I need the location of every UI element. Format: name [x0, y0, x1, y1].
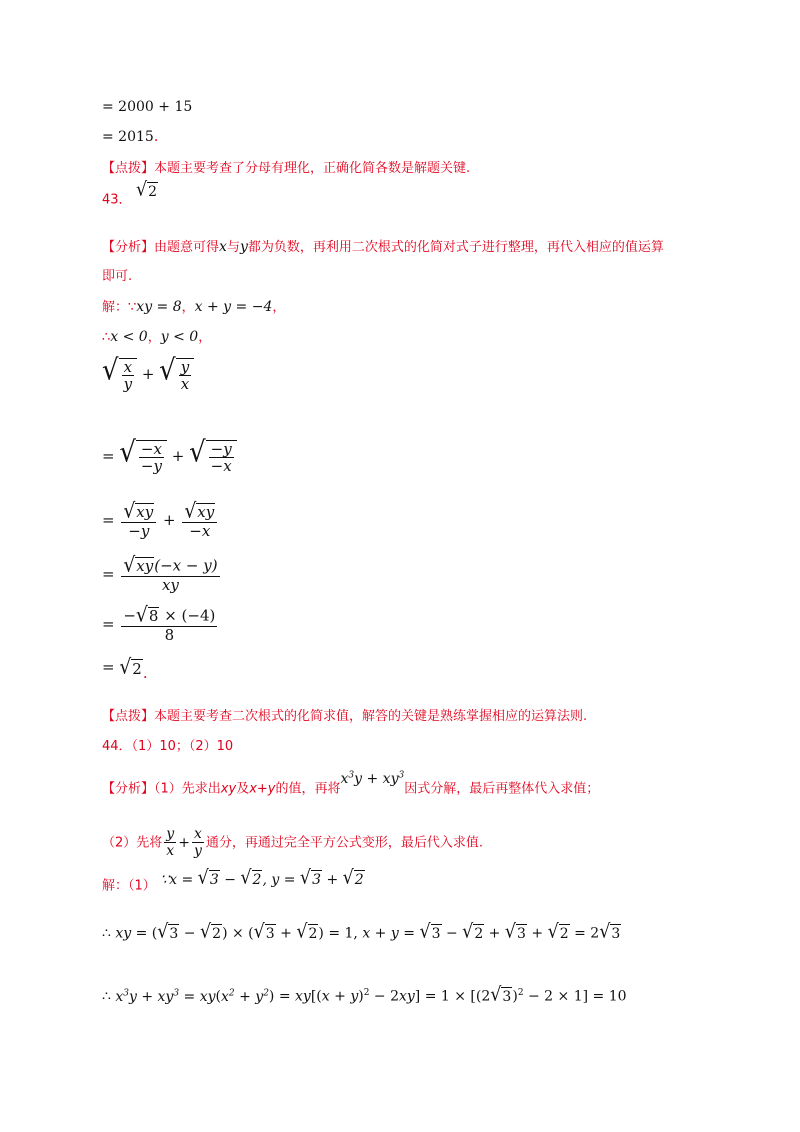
expr-step-0: √ $\frac{x}{y}$ + √ $\frac{y}{x}$	[102, 358, 194, 392]
dianbo-1: 【点拨】本题主要考查了分母有理化，正确化简各数是解题关键.	[102, 161, 471, 176]
fenxi-2-line-2: （2）先将 $\frac{y}{x}$ + $\frac{x}{y}$ 通分，再通过完全平方公式变形，最后代入求值.	[102, 826, 483, 859]
question-44-answer: 44．（1）10；（2）10	[102, 739, 234, 754]
line-2000-plus-15: = 2000 + 15	[102, 99, 193, 115]
expr-step-3: = √ xy (−x − y) xy	[102, 553, 218, 594]
solution-43-given: 解：∵xy = 8，x + y = −4，	[102, 299, 286, 315]
expr-step-2: = √ xy −y + √ xy −x	[102, 503, 219, 539]
line-2015: = 2015.	[102, 129, 159, 145]
fenxi-2-line-1: 【分析】（1）先求出xy及x+y的值，再将$x^3y + xy^3$因式分解，最后再整体代入求值；	[102, 770, 600, 797]
solution-44-given: 解：（1） ∵x = √ 3 − √ 2 , y = √ 3 + √ 2	[102, 866, 364, 894]
fenxi-1-line-1: 【分析】由题意可得x与y都为负数，再利用二次根式的化简对式子进行整理，再代入相应的值运算	[102, 239, 664, 255]
dianbo-2: 【点拨】本题主要考查二次根式的化简求值，解答的关键是熟练掌握相应的运算法则.	[102, 709, 588, 724]
solution-44-final: ∴ $x^3y + xy^3 = xy(x^2 + y^2) = xy[(x + y)^2 - 2xy] = 1 \times [(2$ √ 3 )$^2$ − 2 × 1] = 10	[102, 984, 627, 1007]
solution-44-xy-sum: ∴ xy = ( √ 3 − √ 2 ) × ( √ 3 + √ 2 ) = 1, x + y = √ 3 − √ 2 + √ 3 + √ 2 = 2 √ 3	[102, 920, 621, 943]
solution-43-inequalities: ∴x < 0，y < 0，	[102, 329, 212, 345]
fenxi-1-line-2: 即可.	[102, 269, 133, 284]
expr-step-5: = √ 2 .	[102, 655, 148, 682]
question-43-answer: 43． √ 2	[102, 178, 158, 208]
expr-step-4: = − √ 8 × (−4) 8	[102, 603, 216, 644]
expr-step-1: = √ $\frac{-x}{-y}$ + √ $\frac{-y}{-x}$	[102, 440, 237, 474]
